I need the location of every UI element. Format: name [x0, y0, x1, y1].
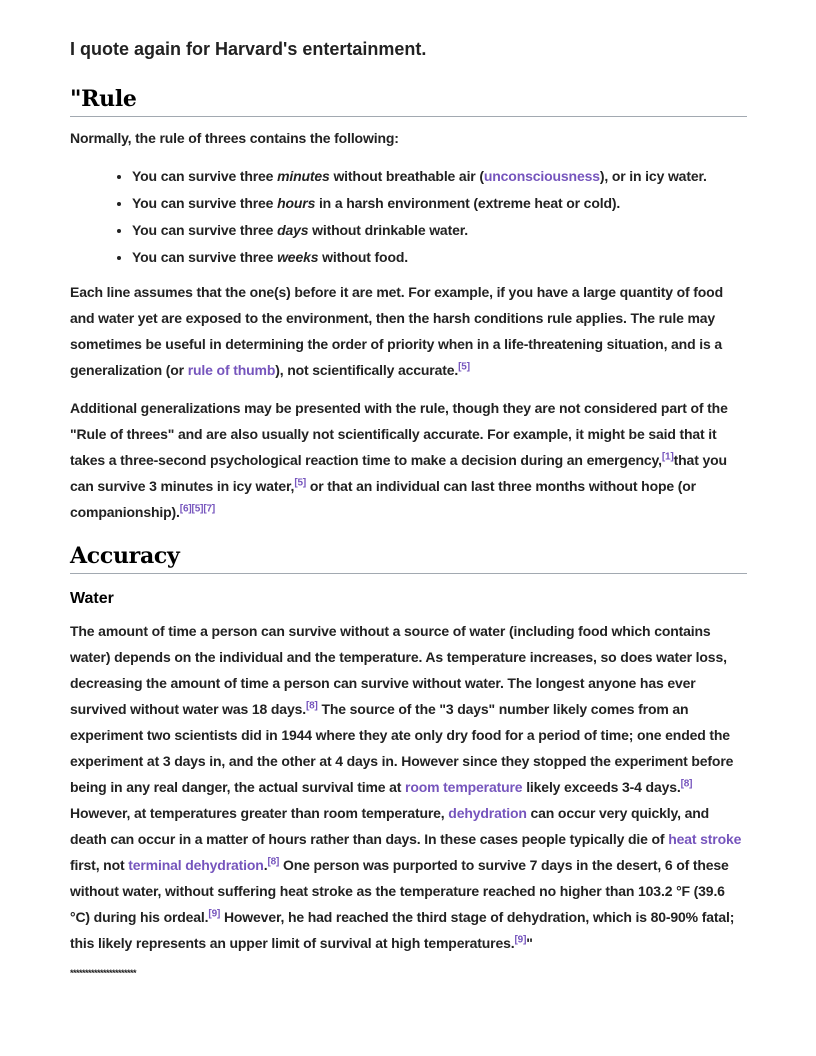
- text: You can survive three: [132, 249, 278, 265]
- text: without drinkable water.: [308, 222, 468, 238]
- rule-lead: Normally, the rule of threes contains the following:: [70, 130, 399, 146]
- list-item: [132, 190, 747, 217]
- intro-line: I quote again for Harvard's entertainment.: [70, 39, 427, 59]
- text: first, not: [70, 857, 129, 873]
- citation-link[interactable]: [5]: [294, 477, 307, 489]
- text: You can survive three: [132, 222, 278, 238]
- text: can occur very quickly, and death can occur in a matter of hours rather than days. In these cases people typically die of: [70, 805, 710, 847]
- text: Additional generalizations may be presented with the rule, though they are not considered part of the "Rule of threes" and are also usually not scientifically accurate. For example, it might be said that it takes a three-second psychological reaction time to make a decision during an emergency,: [70, 400, 728, 468]
- section-heading-rule: "Rule: [70, 84, 747, 117]
- text: The source of the "3 days" number likely comes from an experiment two scientists did in 1944 where they ate only dry food for a period of time; one ended the experiment at 3 days in, and the other at 4 days in. However since they stopped the experiment before being in any real danger, the actual survival time at: [70, 701, 734, 795]
- wiki-link[interactable]: rule of thumb: [187, 362, 276, 378]
- citation-link[interactable]: [9]: [208, 908, 221, 920]
- emphasis: hours: [277, 195, 316, 211]
- document: [70, 36, 747, 978]
- wiki-link[interactable]: room temperature: [405, 779, 523, 795]
- text: ": [526, 935, 533, 951]
- wiki-link[interactable]: terminal dehydration: [128, 857, 264, 873]
- rule-paragraphs: [70, 279, 747, 525]
- text: without food.: [318, 249, 409, 265]
- text: that you can survive 3 minutes in icy water,: [70, 452, 727, 494]
- text: or that an individual can last three months without hope (or companionship).: [70, 478, 696, 520]
- citation-link[interactable]: [8]: [305, 700, 318, 712]
- text: However, he had reached the third stage of dehydration, which is 80-90% fatal; this likely represents an upper limit of survival at high temperatures.: [70, 909, 735, 951]
- text: .: [263, 857, 268, 873]
- text: The amount of time a person can survive without a source of water (including food which contains water) depends on the individual and the temperature. As temperature increases, so does water loss, decreasing the amount of time a person can survive without water. The longest anyone has ever survived without water was 18 days.: [70, 623, 727, 717]
- text: You can survive three: [132, 168, 278, 184]
- text: ), or in icy water.: [599, 168, 707, 184]
- emphasis: days: [277, 222, 309, 238]
- text: Each line assumes that the one(s) before it are met. For example, if you have a large quantity of food and water yet are exposed to the environment, then the harsh conditions rule applies. The rule may sometimes be useful in determining the order of priority when in a life-threatening situation, and is a generalization (or: [70, 284, 723, 378]
- text: without breathable air (: [329, 168, 484, 184]
- text: ), not scientifically accurate.: [275, 362, 459, 378]
- list-item: [132, 244, 747, 271]
- emphasis: minutes: [277, 168, 330, 184]
- list-item: [132, 163, 747, 190]
- citation-link[interactable]: [8]: [680, 778, 693, 790]
- list-item: [132, 217, 747, 244]
- wiki-link[interactable]: unconsciousness: [483, 168, 600, 184]
- emphasis: weeks: [277, 249, 319, 265]
- text: However, at temperatures greater than room temperature,: [70, 805, 449, 821]
- citation-link[interactable]: [9]: [514, 934, 527, 946]
- wiki-link[interactable]: heat stroke: [668, 831, 742, 847]
- paragraph: [70, 618, 747, 956]
- citation-link[interactable]: [6]: [179, 503, 192, 515]
- paragraph: [70, 395, 747, 525]
- wiki-link[interactable]: dehydration: [448, 805, 527, 821]
- citation-link[interactable]: [5]: [191, 503, 204, 515]
- accuracy-paragraphs: [70, 618, 747, 956]
- rule-list: [70, 163, 747, 271]
- citation-link[interactable]: [7]: [203, 503, 216, 515]
- citation-link[interactable]: [5]: [458, 361, 470, 373]
- text: You can survive three: [132, 195, 278, 211]
- text: One person was purported to survive 7 days in the desert, 6 of these without water, without suffering heat stroke as the temperature reached no higher than 103.2 °F (39.6 °C) during his ordeal.: [70, 857, 729, 925]
- paragraph: [70, 279, 747, 383]
- citation-link[interactable]: [1]: [661, 451, 674, 463]
- separator: **********************: [70, 968, 137, 978]
- section-heading-accuracy: Accuracy: [70, 541, 747, 574]
- text: in a harsh environment (extreme heat or cold).: [315, 195, 621, 211]
- text: likely exceeds 3-4 days.: [522, 779, 681, 795]
- citation-link[interactable]: [8]: [267, 856, 280, 868]
- subheading-water: Water: [70, 590, 114, 607]
